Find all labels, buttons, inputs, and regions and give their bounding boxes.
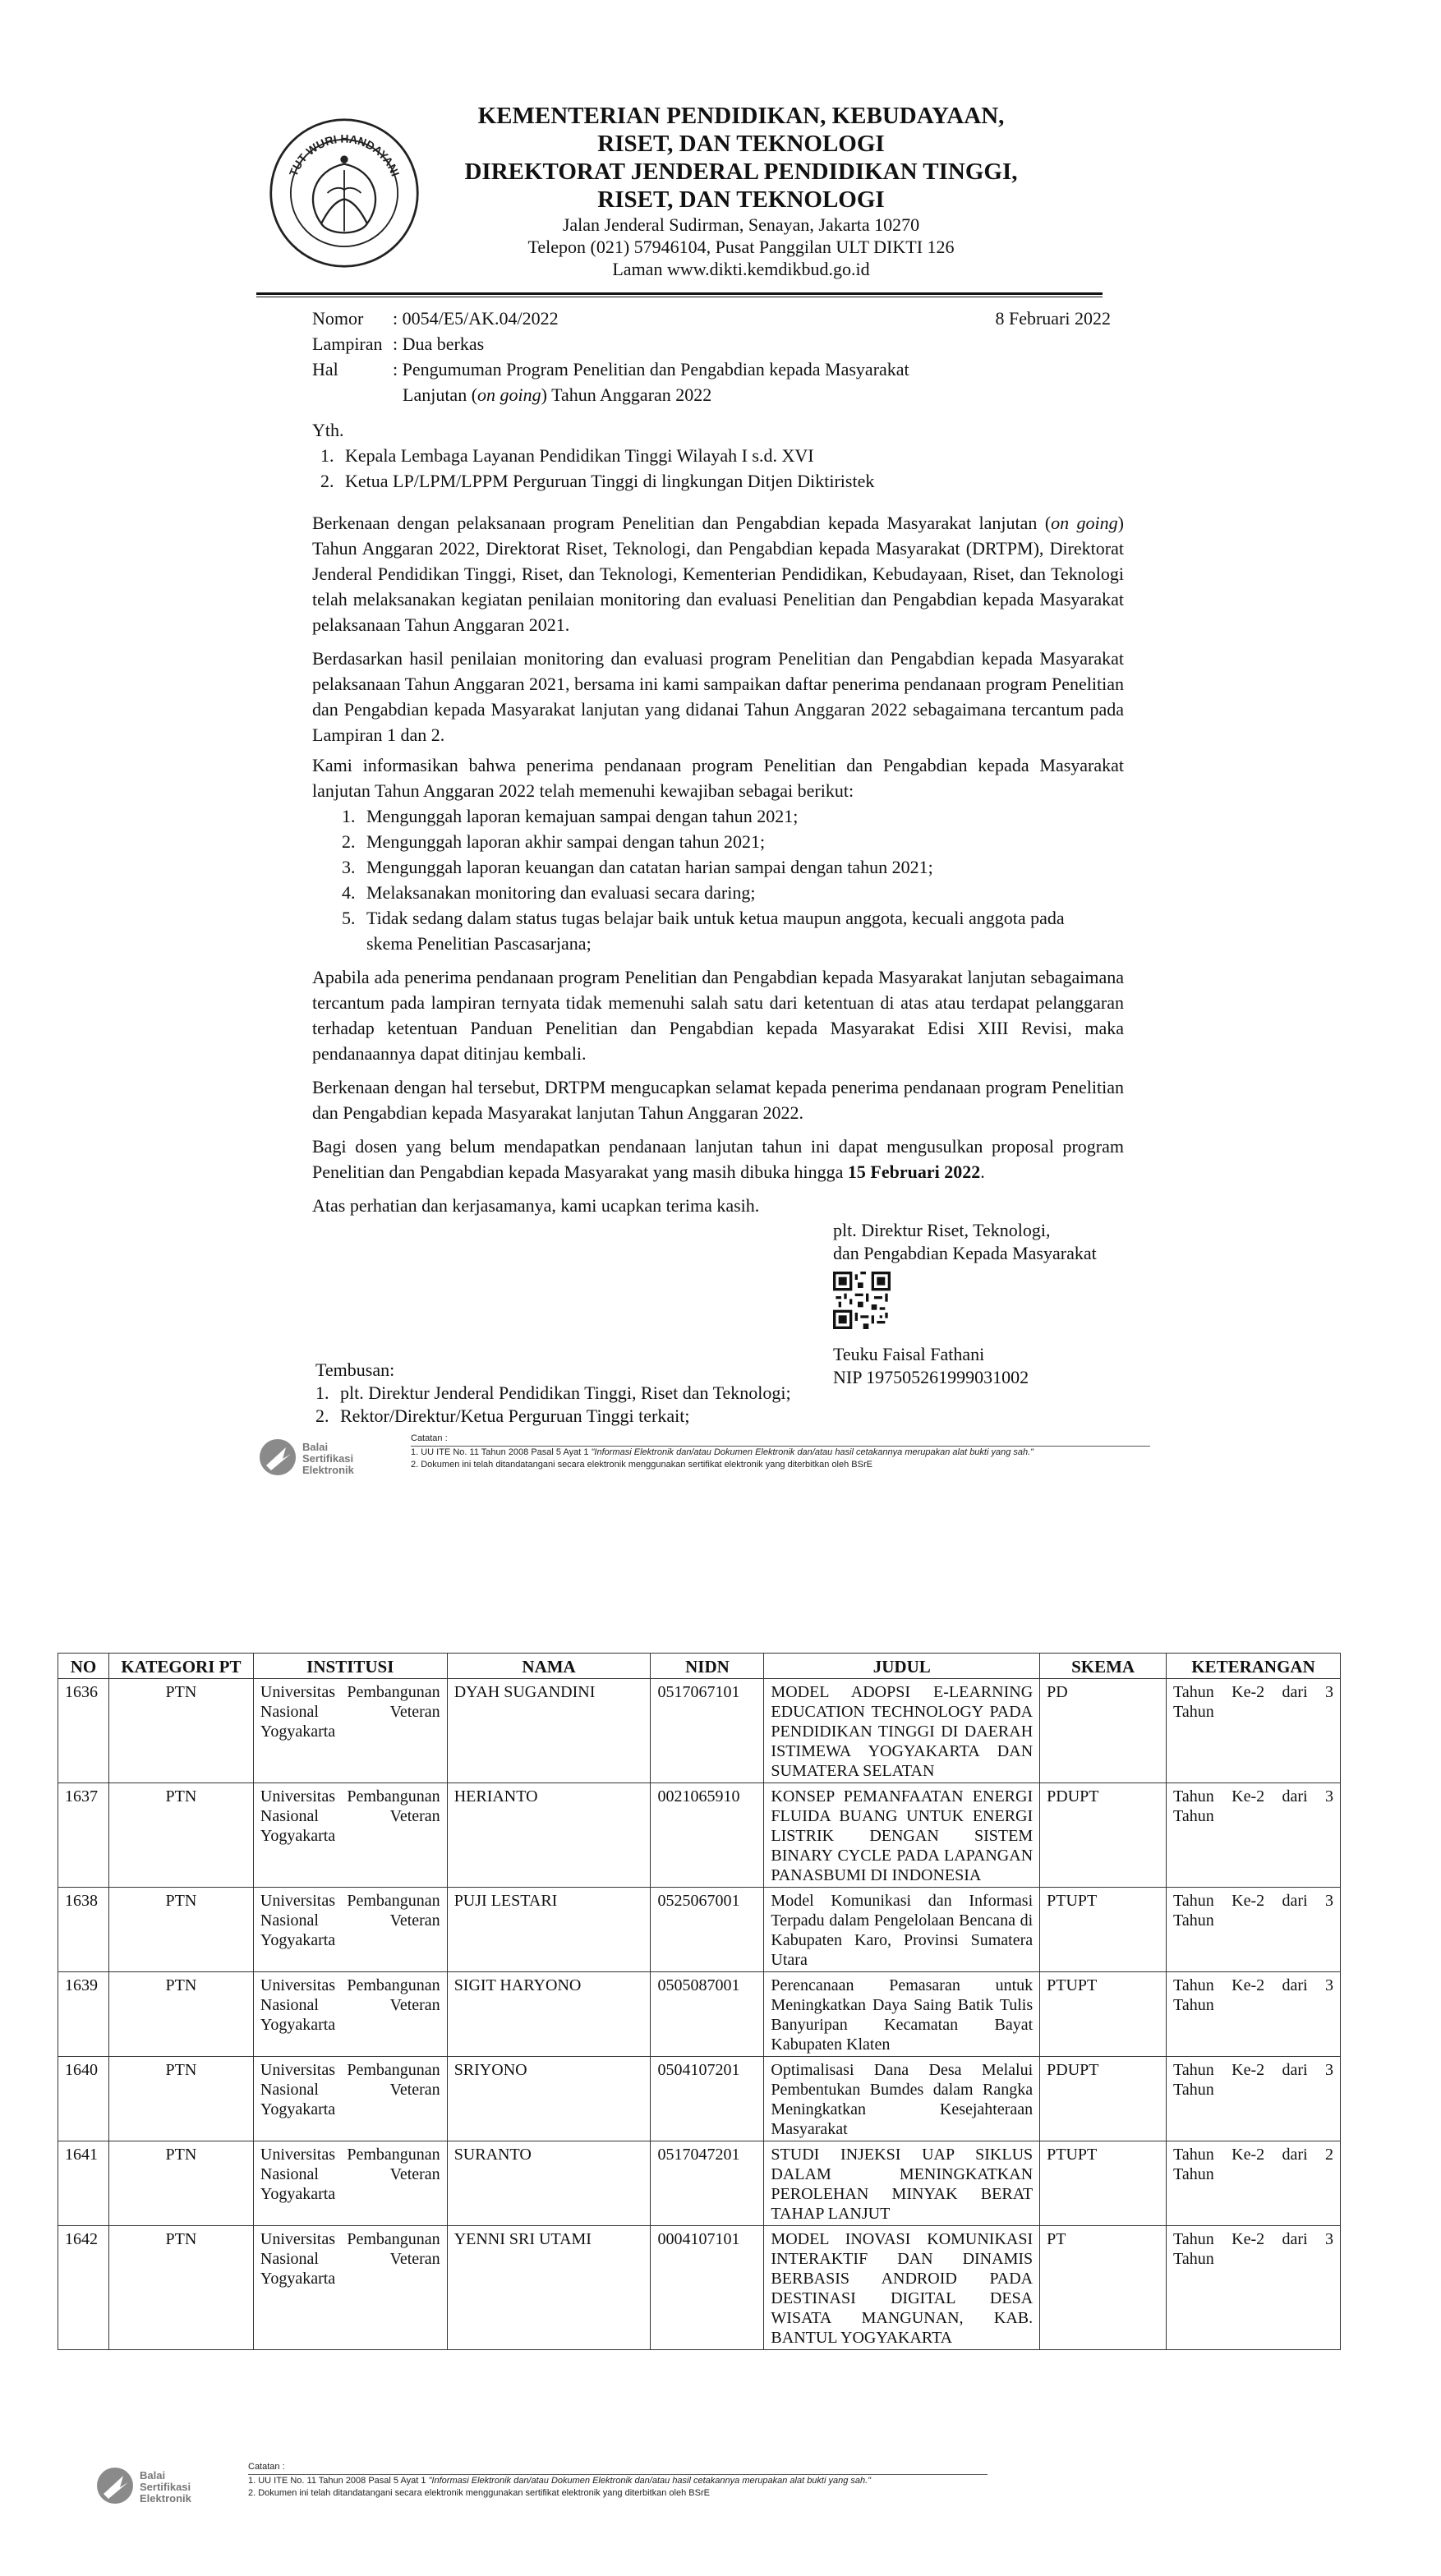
obligation-item: 5. Tidak sedang dalam status tugas belajar baik untuk ketua maupun anggota, kecuali anggota pada skema Penelitian Pascasarjana; (342, 908, 1065, 954)
cell-institusi: Universitas Pembangunan Nasional Veteran Yogyakarta (253, 1679, 447, 1783)
cell-keterangan: Tahun Ke-2 dari 3 Tahun (1167, 1888, 1341, 1972)
tembusan-item: 1. plt. Direktur Jenderal Pendidikan Tinggi, Riset dan Teknologi; (315, 1382, 791, 1403)
obligations-list (342, 803, 1124, 956)
cell-skema: PTUPT (1040, 2141, 1167, 2226)
cell-kategori: PTN (108, 2141, 253, 2226)
tembusan (315, 1359, 791, 1428)
svg-text:Balai: Balai (302, 1441, 329, 1453)
cell-judul: Perencanaan Pemasaran untuk Meningkatkan Daya Saing Batik Tulis Banyuripan Kecamatan Bayat Kabupaten Klaten (764, 1972, 1040, 2057)
lampiran-label: Lampiran (312, 334, 383, 354)
table-row (58, 1972, 1341, 2057)
paragraph-4: Apabila ada penerima pendanaan program Penelitian dan Pengabdian kepada Masyarakat lanjutan sebagaimana tercantum pada lampiran ternyata tidak memenuhi salah satu dari ketentuan di atas atau terdapat pelanggaran terhadap ketentuan Panduan Penelitian dan Pengabdian kepada Masyarakat Edisi XIII Revisi, maka pendanaannya dapat ditinjau kembali. (312, 967, 1124, 1064)
svg-text:Balai: Balai (140, 2469, 166, 2482)
signature-block (833, 1219, 1145, 1389)
phone: Telepon (021) 57946104, Pusat Panggilan ULT DIKTI 126 (527, 237, 955, 257)
yth-label: Yth. (312, 420, 344, 440)
cell-institusi: Universitas Pembangunan Nasional Veteran Yogyakarta (253, 2141, 447, 2226)
cell-keterangan: Tahun Ke-2 dari 3 Tahun (1167, 2057, 1341, 2141)
cell-nama: DYAH SUGANDINI (447, 1679, 651, 1783)
hal-value: : Pengumuman Program Penelitian dan Pengabdian kepada Masyarakat Lanjutan (on going) Tahun Anggaran 2022 (393, 359, 909, 405)
closing-paragraph: Atas perhatian dan kerjasamanya, kami ucapkan terima kasih. (312, 1195, 760, 1216)
col-header-judul: JUDUL (764, 1654, 1040, 1679)
cell-institusi: Universitas Pembangunan Nasional Veteran Yogyakarta (253, 1972, 447, 2057)
recipients-table (58, 1653, 1341, 2350)
cell-nama: SURANTO (447, 2141, 651, 2226)
col-header-keterangan: KETERANGAN (1167, 1654, 1341, 1679)
col-header-nidn: NIDN (651, 1654, 764, 1679)
letter-meta (312, 306, 1124, 407)
bse-notes: Catatan : 1. UU ITE No. 11 Tahun 2008 Pasal 5 Ayat 1 "Informasi Elektronik dan/atau Dokumen Elektronik dan/atau hasil cetakannya merupakan alat bukti yang sah." 2. Dokumen ini telah ditandatangani secara elektronik menggunakan sertifikat elektronik yang diterbitkan oleh BSrE (411, 1433, 1167, 1471)
obligation-item: 1. Mengunggah laporan kemajuan sampai dengan tahun 2021; (342, 806, 799, 826)
col-header-kategori: KATEGORI PT (108, 1654, 253, 1679)
svg-text:Sertifikasi: Sertifikasi (302, 1452, 354, 1465)
paragraph-2: Berdasarkan hasil penilaian monitoring dan evaluasi program Penelitian dan Pengabdian kepada Masyarakat pelaksanaan Tahun Anggaran 2021, bersama ini kami sampaikan daftar penerima pendanaan program Penelitian dan Pengabdian kepada Masyarakat lanjutan yang didanai Tahun Anggaran 2022 sebagaimana tercantum pada Lampiran 1 dan 2. (312, 648, 1124, 745)
svg-text:TUT WURI HANDAYANI: TUT WURI HANDAYANI (286, 131, 403, 178)
table-row (58, 2057, 1341, 2141)
cell-keterangan: Tahun Ke-2 dari 3 Tahun (1167, 1783, 1341, 1888)
table-row (58, 1783, 1341, 1888)
directorate-name-line-1: DIREKTORAT JENDERAL PENDIDIKAN TINGGI, (464, 159, 1018, 185)
letter-body (312, 306, 1124, 1218)
bse-logo (92, 2461, 223, 2510)
ministry-name-line-1: KEMENTERIAN PENDIDIKAN, KEBUDAYAAN, (477, 103, 1005, 129)
website: Laman www.dikti.kemdikbud.go.id (612, 259, 870, 279)
annex-page (58, 1653, 1341, 2350)
table-row (58, 1679, 1341, 1783)
col-header-skema: SKEMA (1040, 1654, 1167, 1679)
obligation-item: 2. Mengunggah laporan akhir sampai dengan tahun 2021; (342, 831, 766, 852)
cell-no: 1641 (58, 2141, 109, 2226)
signatory-nip: NIP 197505261999031002 (833, 1367, 1029, 1387)
qr-code (833, 1272, 891, 1329)
cell-kategori: PTN (108, 2057, 253, 2141)
ministry-name-line-2: RISET, DAN TEKNOLOGI (597, 131, 885, 157)
bse-notes: Catatan : 1. UU ITE No. 11 Tahun 2008 Pasal 5 Ayat 1 "Informasi Elektronik dan/atau Dokumen Elektronik dan/atau hasil cetakannya merupakan alat bukti yang sah." 2. Dokumen ini telah ditandatangani secara elektronik menggunakan sertifikat elektronik yang diterbitkan oleh BSrE (248, 2461, 1004, 2500)
cell-no: 1637 (58, 1783, 109, 1888)
cell-nidn: 0517067101 (651, 1679, 764, 1783)
cell-nidn: 0525067001 (651, 1888, 764, 1972)
signatory-title-2: dan Pengabdian Kepada Masyarakat (833, 1243, 1097, 1263)
cell-skema: PD (1040, 1679, 1167, 1783)
cell-nidn: 0004107101 (651, 2226, 764, 2350)
cell-nama: SIGIT HARYONO (447, 1972, 651, 2057)
nomor-value: : 0054/E5/AK.04/2022 (393, 308, 559, 329)
cell-kategori: PTN (108, 1783, 253, 1888)
cell-kategori: PTN (108, 1888, 253, 1972)
cell-no: 1638 (58, 1888, 109, 1972)
cell-nama: PUJI LESTARI (447, 1888, 651, 1972)
addressee-item: 2. Ketua LP/LPM/LPPM Perguruan Tinggi di lingkungan Ditjen Diktiristek (320, 471, 875, 491)
tembusan-label: Tembusan: (315, 1359, 395, 1380)
cell-nama: SRIYONO (447, 2057, 651, 2141)
cell-keterangan: Tahun Ke-2 dari 3 Tahun (1167, 2226, 1341, 2350)
bse-footer-annex (92, 2461, 1029, 2510)
cell-judul: Model Komunikasi dan Informasi Terpadu dalam Pengelolaan Bencana di Kabupaten Karo, Provinsi Sumatera Utara (764, 1888, 1040, 1972)
cell-institusi: Universitas Pembangunan Nasional Veteran Yogyakarta (253, 1888, 447, 1972)
obligation-item: 3. Mengunggah laporan keuangan dan catatan harian sampai dengan tahun 2021; (342, 857, 933, 877)
tembusan-item: 2. Rektor/Direktur/Ketua Perguruan Tinggi terkait; (315, 1405, 690, 1426)
table-row (58, 1888, 1341, 1972)
cell-nidn: 0505087001 (651, 1972, 764, 2057)
paragraph-6: Bagi dosen yang belum mendapatkan pendanaan lanjutan tahun ini dapat mengusulkan proposal program Penelitian dan Pengabdian kepada Masyarakat yang masih dibuka hingga 15 Februari 2022. (312, 1136, 1124, 1182)
letterhead-divider (256, 292, 1103, 295)
cell-keterangan: Tahun Ke-2 dari 3 Tahun (1167, 1679, 1341, 1783)
letterhead (256, 102, 1103, 296)
svg-text:Elektronik: Elektronik (140, 2492, 191, 2505)
cell-no: 1639 (58, 1972, 109, 2057)
cell-judul: Optimalisasi Dana Desa Melalui Pembentukan Bumdes dalam Rangka Meningkatkan Kesejahteraan Masyarakat (764, 2057, 1040, 2141)
cell-nama: YENNI SRI UTAMI (447, 2226, 651, 2350)
cell-nidn: 0517047201 (651, 2141, 764, 2226)
cell-institusi: Universitas Pembangunan Nasional Veteran Yogyakarta (253, 2226, 447, 2350)
table-row (58, 2141, 1341, 2226)
lampiran-value: : Dua berkas (393, 334, 485, 354)
col-header-no: NO (58, 1654, 109, 1679)
signatory-title-1: plt. Direktur Riset, Teknologi, (833, 1220, 1051, 1240)
obligation-item: 4. Melaksanakan monitoring dan evaluasi secara daring; (342, 882, 756, 903)
table-row (58, 2226, 1341, 2350)
cell-judul: KONSEP PEMANFAATAN ENERGI FLUIDA BUANG UNTUK ENERGI LISTRIK DENGAN SISTEM BINARY CYCLE PADA LAPANGAN PANASBUMI DI INDONESIA (764, 1783, 1040, 1888)
cell-nidn: 0021065910 (651, 1783, 764, 1888)
nomor-label: Nomor (312, 308, 364, 329)
cell-skema: PT (1040, 2226, 1167, 2350)
address: Jalan Jenderal Sudirman, Senayan, Jakarta 10270 (562, 214, 920, 235)
hal-label: Hal (312, 359, 338, 380)
cell-institusi: Universitas Pembangunan Nasional Veteran Yogyakarta (253, 2057, 447, 2141)
cell-keterangan: Tahun Ke-2 dari 2 Tahun (1167, 2141, 1341, 2226)
col-header-institusi: INSTITUSI (253, 1654, 447, 1679)
cell-judul: STUDI INJEKSI UAP SIKLUS DALAM MENINGKATKAN PEROLEHAN MINYAK BERAT TAHAP LANJUT (764, 2141, 1040, 2226)
paragraph-5: Berkenaan dengan hal tersebut, DRTPM mengucapkan selamat kepada penerima pendanaan program Penelitian dan Pengabdian kepada Masyarakat lanjutan Tahun Anggaran 2022. (312, 1077, 1124, 1123)
bse-logo (255, 1433, 386, 1482)
cell-skema: PDUPT (1040, 2057, 1167, 2141)
cell-nama: HERIANTO (447, 1783, 651, 1888)
col-header-nama: NAMA (447, 1654, 651, 1679)
paragraph-3: Kami informasikan bahwa penerima pendanaan program Penelitian dan Pengabdian kepada Masyarakat lanjutan Tahun Anggaran 2022 telah memenuhi kewajiban sebagai berikut: (312, 755, 1124, 801)
table-header-row (58, 1654, 1341, 1679)
cell-kategori: PTN (108, 1679, 253, 1783)
addressee-item: 1. Kepala Lembaga Layanan Pendidikan Tinggi Wilayah I s.d. XVI (320, 445, 814, 466)
signatory-name: Teuku Faisal Fathani (833, 1344, 985, 1364)
cell-no: 1640 (58, 2057, 109, 2141)
cell-keterangan: Tahun Ke-2 dari 3 Tahun (1167, 1972, 1341, 2057)
cell-judul: MODEL INOVASI KOMUNIKASI INTERAKTIF DAN DINAMIS BERBASIS ANDROID PADA DESTINASI DIGITAL DESA WISATA MANGUNAN, KAB. BANTUL YOGYAKARTA (764, 2226, 1040, 2350)
svg-text:Sertifikasi: Sertifikasi (140, 2481, 191, 2493)
cell-skema: PTUPT (1040, 1972, 1167, 2057)
cell-skema: PDUPT (1040, 1783, 1167, 1888)
cell-judul: MODEL ADOPSI E-LEARNING EDUCATION TECHNOLOGY PADA PENDIDIKAN TINGGI DI DAERAH ISTIMEWA YOGYAKARTA DAN SUMATERA SELATAN (764, 1679, 1040, 1783)
cell-no: 1642 (58, 2226, 109, 2350)
cell-kategori: PTN (108, 2226, 253, 2350)
cell-institusi: Universitas Pembangunan Nasional Veteran Yogyakarta (253, 1783, 447, 1888)
bse-footer (255, 1433, 1191, 1482)
cell-kategori: PTN (108, 1972, 253, 2057)
letter-date: 8 Februari 2022 (995, 308, 1111, 329)
cell-no: 1636 (58, 1679, 109, 1783)
svg-text:Elektronik: Elektronik (302, 1464, 354, 1476)
paragraph-1: Berkenaan dengan pelaksanaan program Penelitian dan Pengabdian kepada Masyarakat lanjutan (on going) Tahun Anggaran 2022, Direktorat Riset, Teknologi, dan Pengabdian kepada Masyarakat (DRTPM), Direktorat Jenderal Pendidikan Tinggi, Riset, dan Teknologi, Kementerian Pendidikan, Kebudayaan, Riset, dan Teknologi telah melaksanakan kegiatan penilaian monitoring dan evaluasi Penelitian dan Pengabdian kepada Masyarakat pelaksanaan Tahun Anggaran 2021. (312, 513, 1124, 635)
addressee (312, 417, 1124, 494)
cell-nidn: 0504107201 (651, 2057, 764, 2141)
directorate-name-line-2: RISET, DAN TEKNOLOGI (597, 186, 885, 213)
cell-skema: PTUPT (1040, 1888, 1167, 1972)
